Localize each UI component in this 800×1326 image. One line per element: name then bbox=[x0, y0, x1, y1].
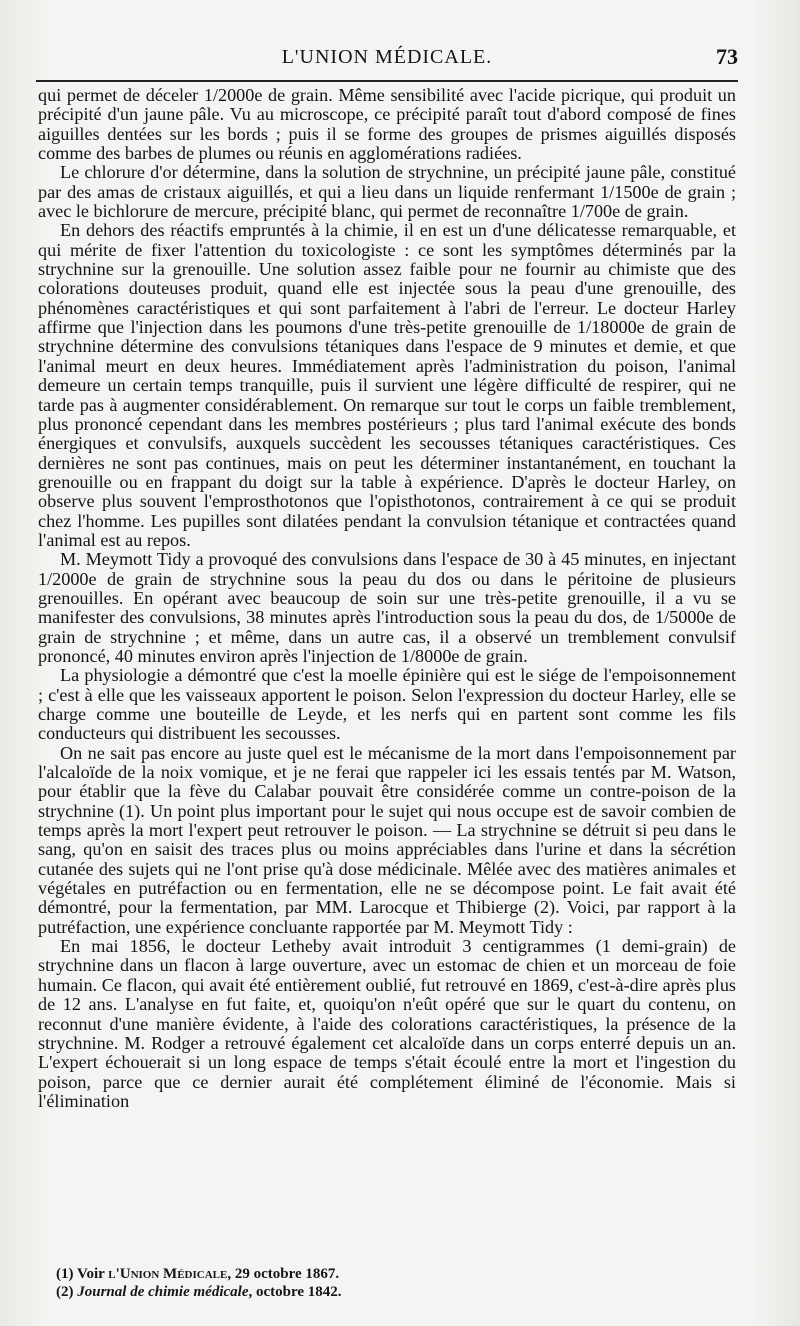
footnote-text: , 29 octobre 1867. bbox=[227, 1266, 340, 1282]
footnote bbox=[56, 1283, 746, 1301]
footnote-marker: (1) bbox=[56, 1266, 74, 1282]
header-rule bbox=[36, 80, 738, 82]
paragraph: M. Meymott Tidy a provoqué des convulsions dans l'espace de 30 à 45 minutes, en injectant 1/2000e de grain de strychnine sous la peau du dos ou dans le péritoine de plusieurs grenouilles. En opérant avec beaucoup de soin sur une très-petite grenouille, il a vu se manifester des convulsions, 38 minutes après l'introduction sous la peau du dos, de 1/5000e de grain de strychnine ; et même, dans un autre cas, il a observé un tremblement convulsif prononcé, 40 minutes environ après l'injection de 1/8000e de grain. bbox=[38, 549, 736, 666]
footnote-text: , octobre 1842. bbox=[248, 1284, 342, 1300]
paragraph: La physiologie a démontré que c'est la moelle épinière qui est le siége de l'empoisonnement ; c'est à elle que les vaisseaux apportent le poison. Selon l'expression du docteur Harley, elle se charge comme une bouteille de Leyde, et les nerfs qui en partent sont comme les fils conducteurs qui distribuent les secousses. bbox=[38, 665, 736, 744]
footnote-text: Voir bbox=[76, 1266, 109, 1282]
footnote-source: l'Union Médicale bbox=[108, 1266, 228, 1282]
paragraph: Le chlorure d'or détermine, dans la solution de strychnine, un précipité jaune pâle, constitué par des amas de cristaux aiguillés, et qui a lieu dans un liquide renfermant 1/1500e de grain ; avec le bichlorure de mercure, précipité blanc, qui permet de reconnaître 1/700e de grain. bbox=[38, 162, 736, 222]
paragraph: En mai 1856, le docteur Letheby avait introduit 3 centigrammes (1 demi-grain) de strychnine dans un flacon à large ouverture, avec un estomac de chien et un morceau de foie humain. Ce flacon, qui avait été entièrement oublié, fut retrouvé en 1869, c'est-à-dire après plus de 12 ans. L'analyse en fut faite, et, quoiqu'on n'eût opéré que sur le quart du contenu, on reconnut d'une manière évidente, à l'aide des colorations caractéristiques, la présence de la strychnine. M. Rodger a retrouvé également cet alcaloïde dans un corps enterré depuis un an. L'expert échouerait si un long espace de temps s'était écoulé entre la mort et l'ingestion du poison, parce que ce dernier aurait été complétement éliminé de l'économie. Mais si l'élimination bbox=[38, 936, 736, 1111]
paragraph: En dehors des réactifs empruntés à la chimie, il en est un d'une délicatesse remarquable, et qui mérite de fixer l'attention du toxicologiste : ce sont les symptômes déterminés par la strychnine sur la grenouille. Une solution assez faible pour ne fournir au chimiste que des colorations douteuses produit, quand elle est injectée sous la peau d'une grenouille, des phénomènes caractéristiques et qui sont parfaitement à l'abri de l'erreur. Le docteur Harley affirme que l'injection dans les poumons d'une très-petite grenouille de 1/18000e de grain de strychnine détermine des convulsions tétaniques dans l'espace de 9 minutes et demie, et que l'animal meurt en deux heures. Immédiatement après l'administration du poison, l'animal demeure un certain temps tranquille, puis il survient une légère difficulté de respirer, qui ne tarde pas à augmenter considérablement. On remarque sur tout le corps un faible tremblement, plus prononcé cependant dans les membres postérieurs ; plus tard l'animal exécute des bonds énergiques et convulsifs, auxquels succèdent les secousses tétaniques caractéristiques. Ces dernières ne sont pas continues, mais on peut les déterminer instantanément, en touchant la grenouille ou en frappant du doigt sur la table à expérience. D'après le docteur Harley, on observe plus souvent l'emprosthotonos que l'opisthotonos, contrairement à ce qui se produit chez l'homme. Les pupilles sont dilatées pendant la convulsion tétanique et contractées quand l'animal est au repos. bbox=[38, 220, 736, 550]
footnote bbox=[56, 1265, 746, 1283]
page-header bbox=[36, 40, 738, 80]
paragraph: qui permet de déceler 1/2000e de grain. Même sensibilité avec l'acide picrique, qui produit un précipité d'un jaune pâle. Vu au microscope, ce précipité paraît tout d'abord composé de fines aiguilles dentées sur les bords ; puis il se forme des groupes de prismes aiguillés disposés comme des barbes de plumes ou réunis en agglomérations radiées. bbox=[38, 85, 736, 164]
running-title: L'UNION MÉDICALE. bbox=[281, 46, 493, 68]
page-number: 73 bbox=[716, 44, 738, 69]
paragraph: On ne sait pas encore au juste quel est le mécanisme de la mort dans l'empoisonnement par l'alcaloïde de la noix vomique, et je ne ferai que rappeler ici les essais tentés par M. Watson, pour établir que la fève du Calabar pouvait être considérée comme un contre-poison de la strychnine (1). Un point plus important pour le sujet qui nous occupe est de savoir combien de temps après la mort l'expert peut retrouver le poison. — La strychnine se détruit si peu dans le sang, qu'on en saisit des traces plus ou moins appréciables dans l'urine et dans la sécrétion cutanée des sujets qui ne l'ont prise qu'à dose médicinale. Mêlée avec des matières animales et végétales en putréfaction ou en fermentation, elle ne se décompose point. Le fait avait été démontré, pour la fermentation, par MM. Larocque et Thibierge (2). Voici, par rapport à la putréfaction, une expérience concluante rapportée par M. Meymott Tidy : bbox=[38, 742, 736, 937]
footnote-marker: (2) bbox=[56, 1284, 74, 1300]
footnote-source: Journal de chimie médicale bbox=[77, 1284, 249, 1300]
footnotes bbox=[56, 1265, 746, 1301]
body-text bbox=[38, 86, 736, 1111]
